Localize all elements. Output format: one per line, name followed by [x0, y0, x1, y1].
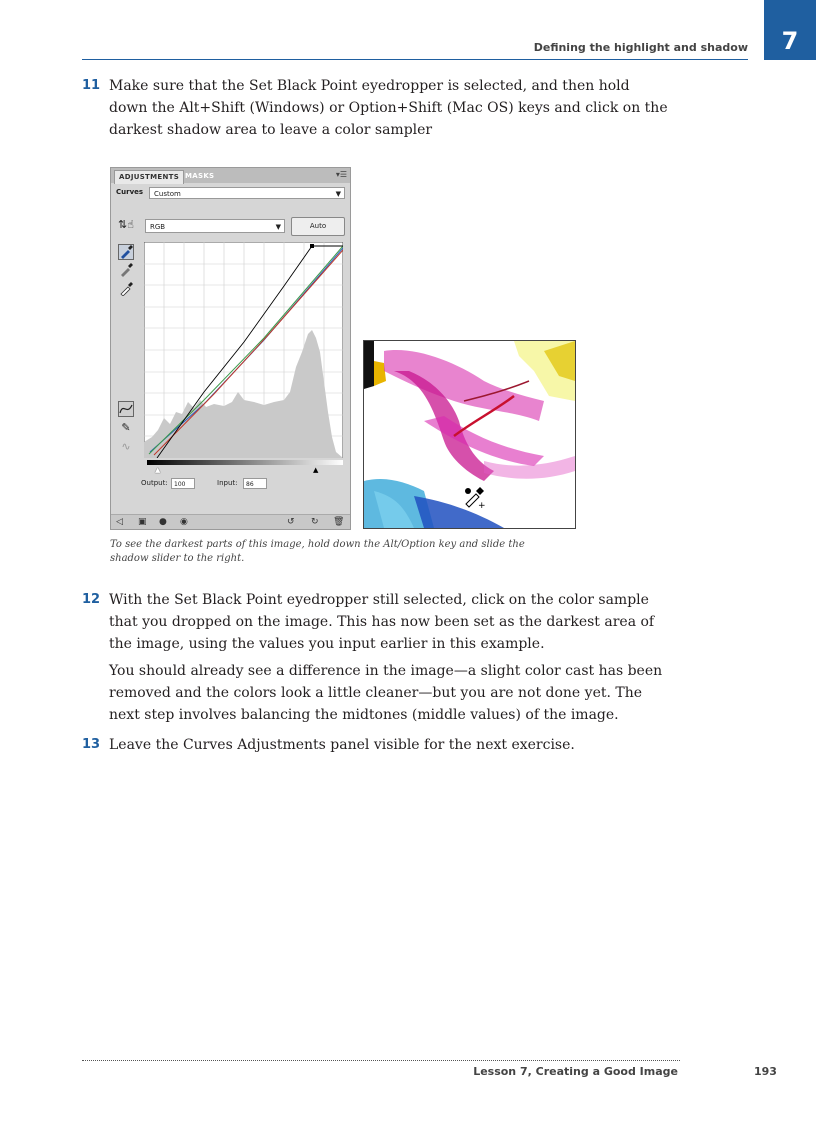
image-preview	[363, 340, 576, 529]
step-text: Make sure that the Set Black Point eyedropper is selected, and then hold down the Alt+Shift (Windows) or Option+Shift (Mac OS) keys and click on the darkest shadow area to leave a color sampler	[109, 78, 668, 138]
shadow-slider-handle[interactable]: ▲	[155, 466, 161, 474]
footer-lesson-title: Lesson 7, Creating a Good Image	[473, 1065, 678, 1078]
curve-point	[310, 244, 314, 248]
panel-footer	[111, 514, 350, 529]
curves-graph[interactable]	[144, 242, 343, 458]
edit-points-curve-icon[interactable]	[118, 401, 134, 417]
tab-adjustments[interactable]: ADJUSTMENTS	[114, 170, 184, 184]
step-13	[82, 734, 672, 756]
return-arrow-icon[interactable]: ◁	[116, 517, 123, 527]
chevron-down-icon: ▼	[275, 223, 281, 231]
figure-caption: To see the darkest parts of this image, hold down the Alt/Option key and slide the shadow slider to the right.	[110, 539, 525, 564]
panel-tab-bar	[111, 168, 350, 183]
step-text: With the Set Black Point eyedropper still selected, click on the color sample that you dropped on the image. This has now been set as the darkest area of the image, using the values you input earlier in this example.	[109, 592, 655, 652]
smooth-curve-icon[interactable]: ∿	[121, 440, 131, 453]
svg-text:+: +	[478, 501, 486, 511]
section-title: Defining the highlight and shadow	[533, 41, 748, 54]
footer-rule	[82, 1060, 680, 1061]
panel-menu-icon[interactable]: ▾☰	[335, 170, 347, 179]
chapter-number: 7	[781, 27, 799, 55]
curves-adjustments-panel	[110, 167, 351, 530]
visibility-circle-icon[interactable]: ●	[159, 517, 167, 527]
reset-icon[interactable]: ↻	[311, 517, 319, 527]
clip-layer-icon[interactable]: ▣	[138, 517, 147, 527]
channel-dropdown[interactable]	[145, 219, 285, 233]
header-rule	[82, 59, 748, 60]
output-label: Output:	[141, 479, 168, 487]
pencil-icon[interactable]: ✎	[121, 421, 131, 434]
preset-value: Custom	[154, 190, 181, 198]
highlight-slider-handle[interactable]: ▲	[313, 466, 319, 474]
preset-dropdown[interactable]	[149, 187, 345, 199]
step-12	[82, 589, 672, 655]
gradient-bar	[147, 460, 343, 465]
auto-button[interactable]: Auto	[291, 217, 345, 236]
set-white-point-eyedropper-icon[interactable]	[118, 282, 134, 298]
set-gray-point-eyedropper-icon[interactable]	[118, 263, 134, 279]
set-black-point-eyedropper-icon[interactable]	[118, 244, 134, 260]
output-field[interactable]: 100	[171, 478, 195, 489]
previous-state-icon[interactable]: ↺	[287, 517, 295, 527]
target-adjustment-icon[interactable]: ⇅☝	[118, 218, 134, 231]
eye-icon[interactable]: ◉	[180, 517, 188, 527]
chevron-down-icon: ▼	[335, 190, 341, 198]
step-text: Leave the Curves Adjustments panel visible for the next exercise.	[109, 737, 575, 753]
curves-label: Curves	[116, 188, 144, 196]
page-number: 193	[754, 1065, 777, 1078]
trash-icon[interactable]: 🗑	[333, 517, 345, 527]
chapter-tab	[764, 0, 816, 60]
tab-masks[interactable]: MASKS	[185, 172, 215, 180]
step-11	[82, 75, 672, 141]
step-number: 12	[82, 592, 101, 607]
channel-value: RGB	[150, 223, 166, 231]
body-paragraph: You should already see a difference in the image—a slight color cast has been removed and the colors look a little cleaner—but you are not done yet. The next step involves balancing the midtones (middle values) of the image.	[109, 663, 663, 723]
step-number: 11	[82, 78, 101, 93]
step-number: 13	[82, 737, 101, 752]
input-field[interactable]: 86	[243, 478, 267, 489]
input-label: Input:	[217, 479, 238, 487]
